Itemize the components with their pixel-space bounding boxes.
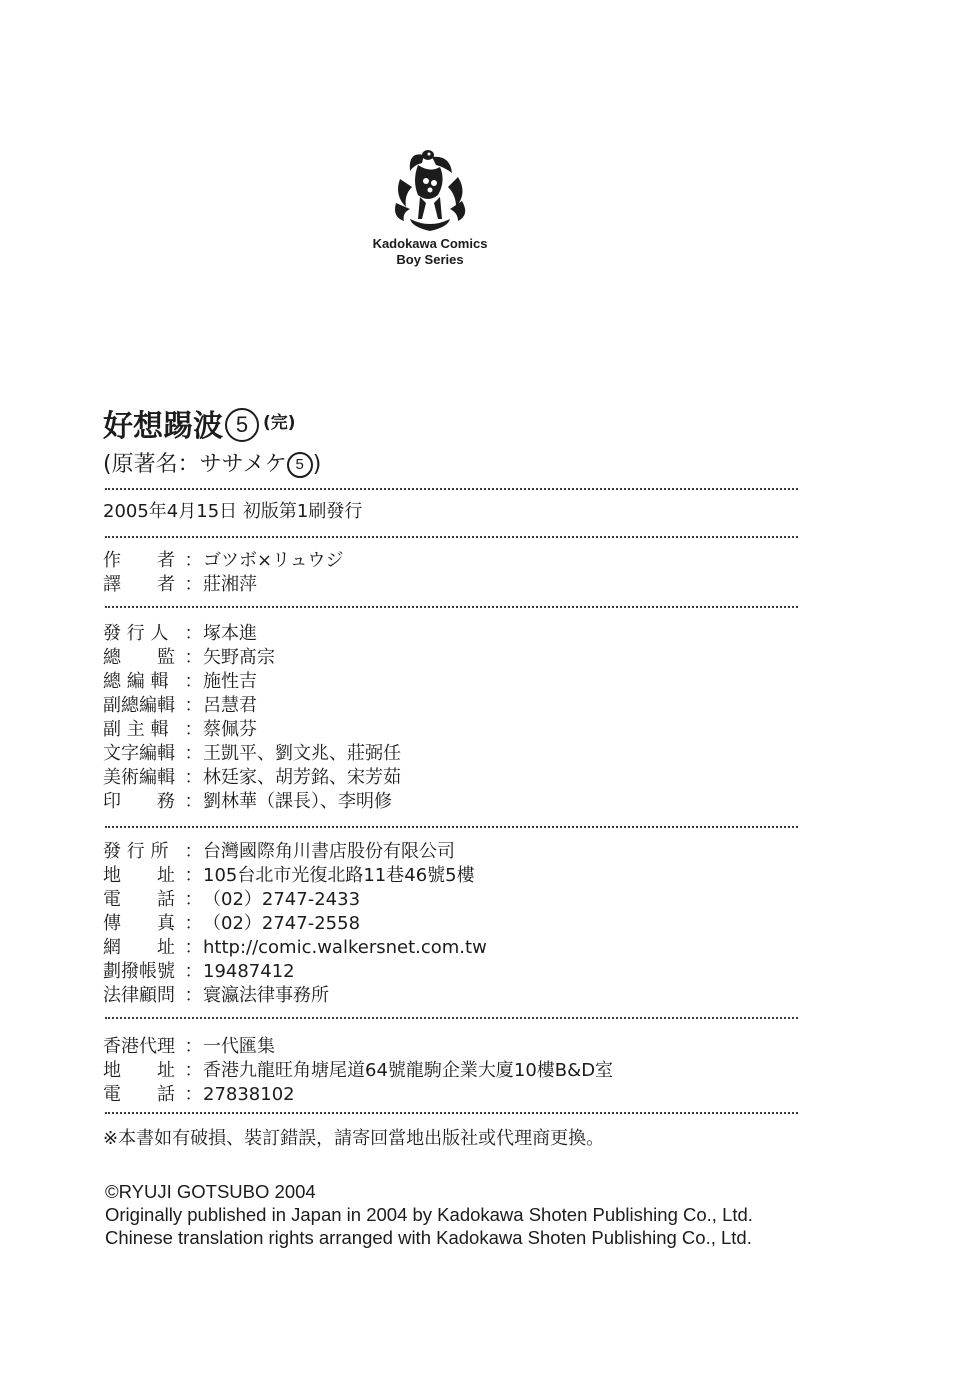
field-colon: ： <box>184 550 203 571</box>
field-colon: ： <box>184 841 203 862</box>
original-title-text: (原著名：ササメケ <box>103 452 287 477</box>
field-colon: ： <box>184 865 203 886</box>
field-colon: ： <box>184 1060 203 1081</box>
credits-row <box>103 549 344 573</box>
publisher-row <box>103 888 360 912</box>
field-value: ゴツボ×リュウジ <box>203 550 344 571</box>
publisher-row <box>103 840 455 864</box>
field-label: 美術編輯 <box>103 767 175 788</box>
field-label: 網 址 <box>103 937 175 958</box>
staff-row <box>103 742 401 766</box>
field-label: 副 主 輯 <box>103 719 169 740</box>
field-colon: ： <box>184 647 203 668</box>
staff-row <box>103 646 275 670</box>
field-value: 莊湘萍 <box>203 574 257 595</box>
translation-rights-line: Chinese translation rights arranged with Kadokawa Shoten Publishing Co., Ltd. <box>105 1227 752 1248</box>
volume-number: 5 <box>225 408 259 442</box>
publisher-logo <box>370 145 490 265</box>
field-label: 地 址 <box>103 1060 175 1081</box>
field-colon: ： <box>184 623 203 644</box>
field-label: 劃撥帳號 <box>103 961 175 982</box>
divider-2 <box>105 536 798 538</box>
field-value: 台灣國際角川書店股份有限公司 <box>203 841 455 862</box>
field-value: 林廷家、胡芳銘、宋芳茹 <box>203 767 401 788</box>
phoenix-emblem-icon <box>388 145 472 235</box>
original-title-close: ) <box>312 452 322 477</box>
field-value: （02）2747-2433 <box>203 889 361 910</box>
hk_agent-row <box>103 1083 295 1107</box>
book-title <box>103 403 296 447</box>
field-value: 施性吉 <box>203 671 257 692</box>
field-colon: ： <box>184 937 203 958</box>
field-value: 寰瀛法律事務所 <box>203 985 329 1006</box>
field-colon: ： <box>184 961 203 982</box>
publisher-row <box>103 864 475 888</box>
publisher-row <box>103 984 329 1008</box>
field-label: 總 編 輯 <box>103 671 169 692</box>
original-volume-number: 5 <box>287 452 313 478</box>
field-value: 蔡佩芬 <box>203 719 257 740</box>
staff-row <box>103 670 257 694</box>
copyright-line: ©RYUJI GOTSUBO 2004 <box>105 1181 316 1202</box>
publisher-row <box>103 912 360 936</box>
field-value: 劉林華（課長）、李明修 <box>203 791 392 812</box>
divider-5 <box>105 1017 798 1019</box>
divider-1 <box>105 488 798 490</box>
field-label: 作 者 <box>103 550 175 571</box>
field-colon: ： <box>184 791 203 812</box>
imprint-name: Kadokawa Comics <box>372 236 488 251</box>
staff-row <box>103 790 392 814</box>
field-label: 總 監 <box>103 647 175 668</box>
field-label: 發 行 所 <box>103 841 169 862</box>
field-value: 呂慧君 <box>203 695 257 716</box>
divider-3 <box>105 606 798 608</box>
field-value: http://comic.walkersnet.com.tw <box>203 937 487 958</box>
hk_agent-row <box>103 1035 275 1059</box>
imprint-series: Boy Series <box>396 252 464 267</box>
field-label: 發 行 人 <box>103 623 169 644</box>
field-colon: ： <box>184 743 203 764</box>
field-value: 矢野髙宗 <box>203 647 275 668</box>
field-colon: ： <box>184 574 203 595</box>
original-publication-line: Originally published in Japan in 2004 by Kadokawa Shoten Publishing Co., Ltd. <box>105 1204 753 1225</box>
original-title <box>103 449 321 481</box>
field-colon: ： <box>184 985 203 1006</box>
end-mark: (完) <box>263 413 296 433</box>
field-value: 王凱平、劉文兆、莊弼任 <box>203 743 401 764</box>
field-value: 105台北市光復北路11巷46號5樓 <box>203 865 475 886</box>
field-label: 法律顧問 <box>103 985 175 1006</box>
hk_agent-row <box>103 1059 613 1083</box>
field-value: 19487412 <box>203 961 295 982</box>
credits-row <box>103 573 257 597</box>
field-colon: ： <box>184 889 203 910</box>
field-value: 香港九龍旺角塘尾道64號龍駒企業大廈10樓B&D室 <box>203 1060 614 1081</box>
publisher-row <box>103 936 487 960</box>
book-title-text: 好想踢波 <box>103 409 223 444</box>
field-label: 電 話 <box>103 1084 175 1105</box>
field-label: 電 話 <box>103 889 175 910</box>
field-label: 地 址 <box>103 865 175 886</box>
staff-row <box>103 622 257 646</box>
publication-date: 2005年4月15日 初版第1刷發行 <box>103 501 363 522</box>
field-colon: ： <box>184 671 203 692</box>
field-value: （02）2747-2558 <box>203 913 361 934</box>
field-value: 塚本進 <box>203 623 257 644</box>
field-label: 傳 真 <box>103 913 175 934</box>
field-colon: ： <box>184 767 203 788</box>
field-label: 香港代理 <box>103 1036 175 1057</box>
field-value: 一代匯集 <box>203 1036 275 1057</box>
field-colon: ： <box>184 695 203 716</box>
field-value: 27838102 <box>203 1084 295 1105</box>
field-colon: ： <box>184 1084 203 1105</box>
field-label: 譯 者 <box>103 574 175 595</box>
field-label: 文字編輯 <box>103 743 175 764</box>
staff-row <box>103 766 401 790</box>
field-label: 副總編輯 <box>103 695 175 716</box>
field-colon: ： <box>184 1036 203 1057</box>
field-colon: ： <box>184 913 203 934</box>
staff-row <box>103 718 257 742</box>
field-colon: ： <box>184 719 203 740</box>
divider-6 <box>105 1112 798 1114</box>
damage-notice: ※本書如有破損、裝訂錯誤，請寄回當地出版社或代理商更換。 <box>103 1128 605 1149</box>
field-label: 印 務 <box>103 791 175 812</box>
divider-4 <box>105 826 798 828</box>
staff-row <box>103 694 257 718</box>
publisher-row <box>103 960 295 984</box>
